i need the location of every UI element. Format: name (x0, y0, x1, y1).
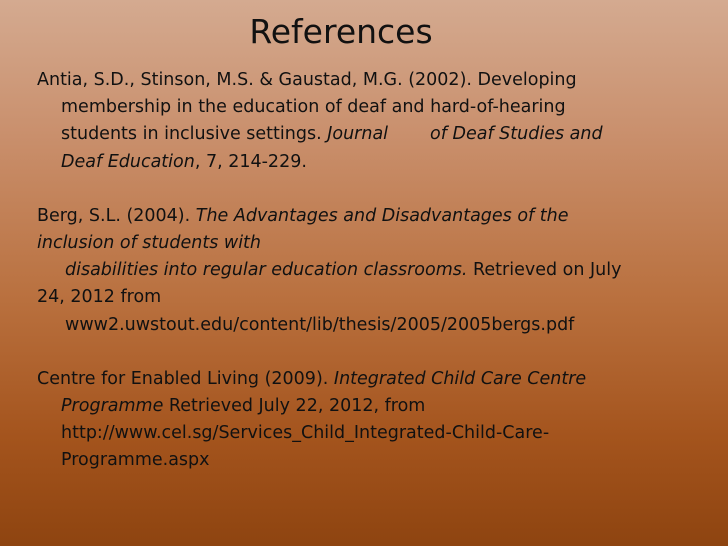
slide-title: References (249, 12, 433, 51)
reference-url: www2.uwstout.edu/content/lib/thesis/2005/2005bergs.pdf (65, 314, 575, 335)
reference-entry (37, 203, 717, 339)
reference-url: Programme.aspx (61, 450, 210, 471)
reference-text: , 7, 214-229. (194, 151, 307, 172)
journal-title: Deaf Education (61, 151, 195, 172)
reference-text: Retrieved July 22, 2012, from (163, 396, 426, 417)
reference-line (37, 121, 717, 148)
reference-entry (37, 366, 717, 475)
reference-line (37, 366, 717, 393)
reference-line: membership in the education of deaf and hard-of-hearing (61, 97, 566, 118)
work-title: inclusion of students with (37, 233, 262, 254)
reference-line (37, 257, 717, 284)
reference-line (37, 230, 717, 257)
reference-line (37, 203, 717, 230)
work-title: disabilities into regular education classrooms. (65, 260, 468, 281)
reference-entry (37, 67, 717, 176)
reference-url: http://www.cel.sg/Services_Child_Integrated-Child-Care- (61, 423, 550, 444)
reference-line (37, 393, 717, 420)
journal-title: of Deaf Studies and (430, 124, 603, 145)
reference-line: Antia, S.D., Stinson, M.S. & Gaustad, M.G. (2002). Developing (37, 70, 577, 90)
references-list (37, 67, 717, 502)
reference-line (37, 149, 717, 176)
work-title: The Advantages and Disadvantages of the (195, 205, 569, 226)
reference-text: Centre for Enabled Living (2009). (37, 368, 334, 389)
work-title: Integrated Child Care Centre (333, 368, 587, 389)
reference-line: 24, 2012 from (37, 287, 162, 308)
reference-text: Retrieved on July (467, 260, 622, 281)
journal-title: Journal (327, 124, 389, 145)
reference-text: Berg, S.L. (2004). (37, 205, 196, 226)
reference-text: students in inclusive settings. (61, 124, 328, 145)
work-title: Programme (61, 396, 164, 417)
